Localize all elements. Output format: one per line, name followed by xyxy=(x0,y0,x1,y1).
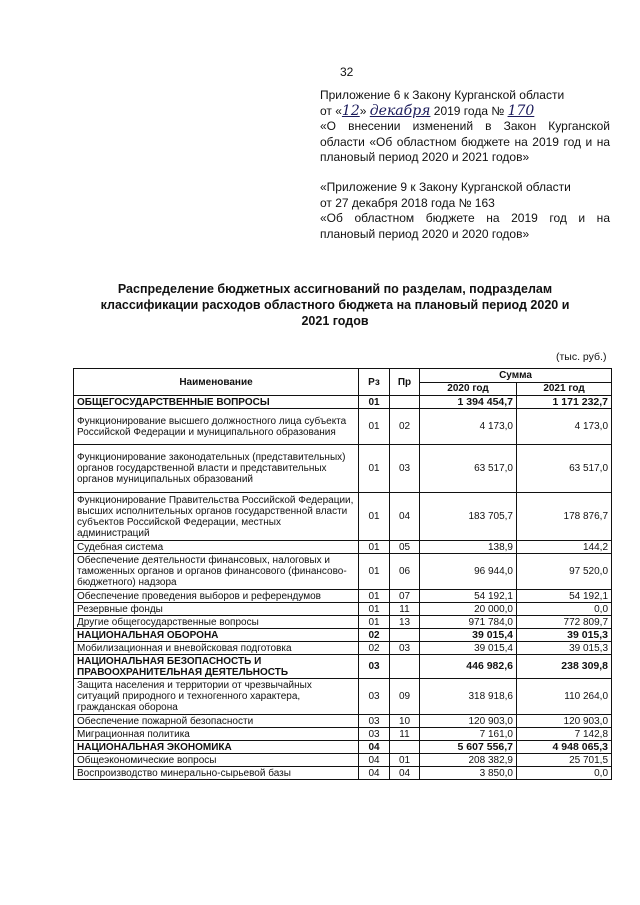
row-pr: 11 xyxy=(390,603,420,616)
row-value-2021: 25 701,5 xyxy=(517,754,612,767)
row-rz: 03 xyxy=(359,715,390,728)
amendment-year: 2019 года № xyxy=(433,103,505,118)
table-row xyxy=(74,616,612,629)
row-rz: 03 xyxy=(359,679,390,715)
table-row xyxy=(74,603,612,616)
header-2020: 2020 год xyxy=(420,382,517,396)
handwritten-month: декабря xyxy=(369,102,431,119)
row-value-2020: 120 903,0 xyxy=(420,715,517,728)
row-value-2021: 110 264,0 xyxy=(517,679,612,715)
row-pr: 03 xyxy=(390,642,420,655)
table-row xyxy=(74,629,612,642)
row-value-2021: 144,2 xyxy=(517,541,612,554)
row-name: ОБЩЕГОСУДАРСТВЕННЫЕ ВОПРОСЫ xyxy=(74,396,359,409)
header-pr: Пр xyxy=(390,369,420,396)
row-pr: 03 xyxy=(390,445,420,493)
appendix-header xyxy=(320,180,610,242)
header-sum: Сумма xyxy=(420,369,612,383)
row-pr: 04 xyxy=(390,493,420,541)
row-value-2020: 39 015,4 xyxy=(420,642,517,655)
row-value-2020: 39 015,4 xyxy=(420,629,517,642)
row-rz: 04 xyxy=(359,741,390,754)
row-pr: 01 xyxy=(390,754,420,767)
row-value-2020: 183 705,7 xyxy=(420,493,517,541)
table-row xyxy=(74,767,612,780)
table-row xyxy=(74,741,612,754)
row-pr xyxy=(390,396,420,409)
row-value-2020: 318 918,6 xyxy=(420,679,517,715)
row-pr: 07 xyxy=(390,590,420,603)
appendix-line-1: «Приложение 9 к Закону Курганской области xyxy=(320,180,571,194)
table-row xyxy=(74,655,612,679)
header-rz: Рз xyxy=(359,369,390,396)
row-value-2021: 120 903,0 xyxy=(517,715,612,728)
row-rz: 01 xyxy=(359,493,390,541)
row-name: Мобилизационная и вневойсковая подготовка xyxy=(74,642,359,655)
table-row xyxy=(74,679,612,715)
header-2021: 2021 год xyxy=(517,382,612,396)
row-value-2021: 39 015,3 xyxy=(517,629,612,642)
table-row xyxy=(74,409,612,445)
table-row xyxy=(74,554,612,590)
row-rz: 03 xyxy=(359,728,390,741)
row-value-2021: 772 809,7 xyxy=(517,616,612,629)
row-rz: 04 xyxy=(359,754,390,767)
row-value-2021: 39 015,3 xyxy=(517,642,612,655)
row-name: Обеспечение деятельности финансовых, налоговых и таможенных органов и органов финансового (финансово-бюджетного) надзора xyxy=(74,554,359,590)
row-value-2020: 446 982,6 xyxy=(420,655,517,679)
row-pr: 09 xyxy=(390,679,420,715)
table-row xyxy=(74,541,612,554)
row-value-2020: 138,9 xyxy=(420,541,517,554)
row-rz: 01 xyxy=(359,409,390,445)
document-title: Распределение бюджетных ассигнований по разделам, подразделам классификации расходов областного бюджета на плановый период 2020 и 2021 годов xyxy=(100,282,570,328)
row-rz: 03 xyxy=(359,655,390,679)
row-name: Защита населения и территории от чрезвычайных ситуаций природного и техногенного характера, гражданская оборона xyxy=(74,679,359,715)
amendment-line-2 xyxy=(320,104,610,120)
row-name: Воспроизводство минерально-сырьевой базы xyxy=(74,767,359,780)
table-body xyxy=(74,396,612,780)
amendment-line-3: «О внесении изменений в Закон Курганской области «Об областном бюджете на 2019 год и на плановый период 2020 и 2021 годов» xyxy=(320,119,610,164)
row-value-2020: 20 000,0 xyxy=(420,603,517,616)
row-pr xyxy=(390,629,420,642)
appendix-line-2: от 27 декабря 2018 года № 163 xyxy=(320,195,495,210)
row-value-2021: 0,0 xyxy=(517,767,612,780)
page-number: 32 xyxy=(340,65,354,79)
budget-table xyxy=(73,368,612,780)
row-rz: 01 xyxy=(359,541,390,554)
row-value-2020: 208 382,9 xyxy=(420,754,517,767)
row-name: НАЦИОНАЛЬНАЯ ОБОРОНА xyxy=(74,629,359,642)
row-name: Судебная система xyxy=(74,541,359,554)
table-row xyxy=(74,728,612,741)
row-value-2021: 238 309,8 xyxy=(517,655,612,679)
table-row xyxy=(74,396,612,409)
row-value-2020: 54 192,1 xyxy=(420,590,517,603)
row-value-2021: 54 192,1 xyxy=(517,590,612,603)
row-pr: 04 xyxy=(390,767,420,780)
row-name: Функционирование высшего должностного лица субъекта Российской Федерации и муниципального образования xyxy=(74,409,359,445)
row-rz: 02 xyxy=(359,642,390,655)
row-value-2020: 96 944,0 xyxy=(420,554,517,590)
row-pr: 10 xyxy=(390,715,420,728)
row-value-2021: 0,0 xyxy=(517,603,612,616)
amendment-date-prefix: от « xyxy=(320,103,342,118)
table-row xyxy=(74,642,612,655)
row-rz: 01 xyxy=(359,590,390,603)
amendment-header xyxy=(320,88,610,166)
row-name: Обеспечение проведения выборов и референдумов xyxy=(74,590,359,603)
row-value-2021: 1 171 232,7 xyxy=(517,396,612,409)
table-row xyxy=(74,754,612,767)
row-name: Резервные фонды xyxy=(74,603,359,616)
table-row xyxy=(74,493,612,541)
row-pr: 05 xyxy=(390,541,420,554)
row-pr xyxy=(390,655,420,679)
row-value-2020: 3 850,0 xyxy=(420,767,517,780)
row-value-2020: 7 161,0 xyxy=(420,728,517,741)
row-value-2020: 63 517,0 xyxy=(420,445,517,493)
row-rz: 01 xyxy=(359,616,390,629)
row-value-2021: 63 517,0 xyxy=(517,445,612,493)
row-name: Функционирование законодательных (представительных) органов государственной власти и представительных органов муниципальных образований xyxy=(74,445,359,493)
row-name: Общеэкономические вопросы xyxy=(74,754,359,767)
row-value-2020: 5 607 556,7 xyxy=(420,741,517,754)
row-name: Другие общегосударственные вопросы xyxy=(74,616,359,629)
row-rz: 04 xyxy=(359,767,390,780)
row-pr: 02 xyxy=(390,409,420,445)
row-rz: 02 xyxy=(359,629,390,642)
table-row xyxy=(74,445,612,493)
table-row xyxy=(74,590,612,603)
row-value-2020: 971 784,0 xyxy=(420,616,517,629)
handwritten-day: 12 xyxy=(341,102,360,119)
row-rz: 01 xyxy=(359,554,390,590)
row-value-2021: 4 948 065,3 xyxy=(517,741,612,754)
amendment-line-1: Приложение 6 к Закону Курганской области xyxy=(320,88,565,102)
row-rz: 01 xyxy=(359,603,390,616)
row-value-2021: 7 142,8 xyxy=(517,728,612,741)
row-value-2021: 4 173,0 xyxy=(517,409,612,445)
row-name: Обеспечение пожарной безопасности xyxy=(74,715,359,728)
table-row xyxy=(74,715,612,728)
row-value-2021: 97 520,0 xyxy=(517,554,612,590)
row-name: Миграционная политика xyxy=(74,728,359,741)
header-name: Наименование xyxy=(74,369,359,396)
row-name: НАЦИОНАЛЬНАЯ БЕЗОПАСНОСТЬ И ПРАВООХРАНИТЕЛЬНАЯ ДЕЯТЕЛЬНОСТЬ xyxy=(74,655,359,679)
row-pr xyxy=(390,741,420,754)
row-rz: 01 xyxy=(359,445,390,493)
units-label: (тыс. руб.) xyxy=(556,351,607,363)
row-value-2020: 4 173,0 xyxy=(420,409,517,445)
handwritten-number: 170 xyxy=(507,102,535,119)
appendix-line-3: «Об областном бюджете на 2019 год и на плановый период 2020 и 2020 годов» xyxy=(320,211,610,241)
row-pr: 11 xyxy=(390,728,420,741)
row-value-2021: 178 876,7 xyxy=(517,493,612,541)
row-name: НАЦИОНАЛЬНАЯ ЭКОНОМИКА xyxy=(74,741,359,754)
row-rz: 01 xyxy=(359,396,390,409)
amendment-date-mid: » xyxy=(359,103,367,118)
row-pr: 13 xyxy=(390,616,420,629)
row-value-2020: 1 394 454,7 xyxy=(420,396,517,409)
row-pr: 06 xyxy=(390,554,420,590)
row-name: Функционирование Правительства Российской Федерации, высших исполнительных органов государственной власти субъектов Российской Федерации, местных администраций xyxy=(74,493,359,541)
